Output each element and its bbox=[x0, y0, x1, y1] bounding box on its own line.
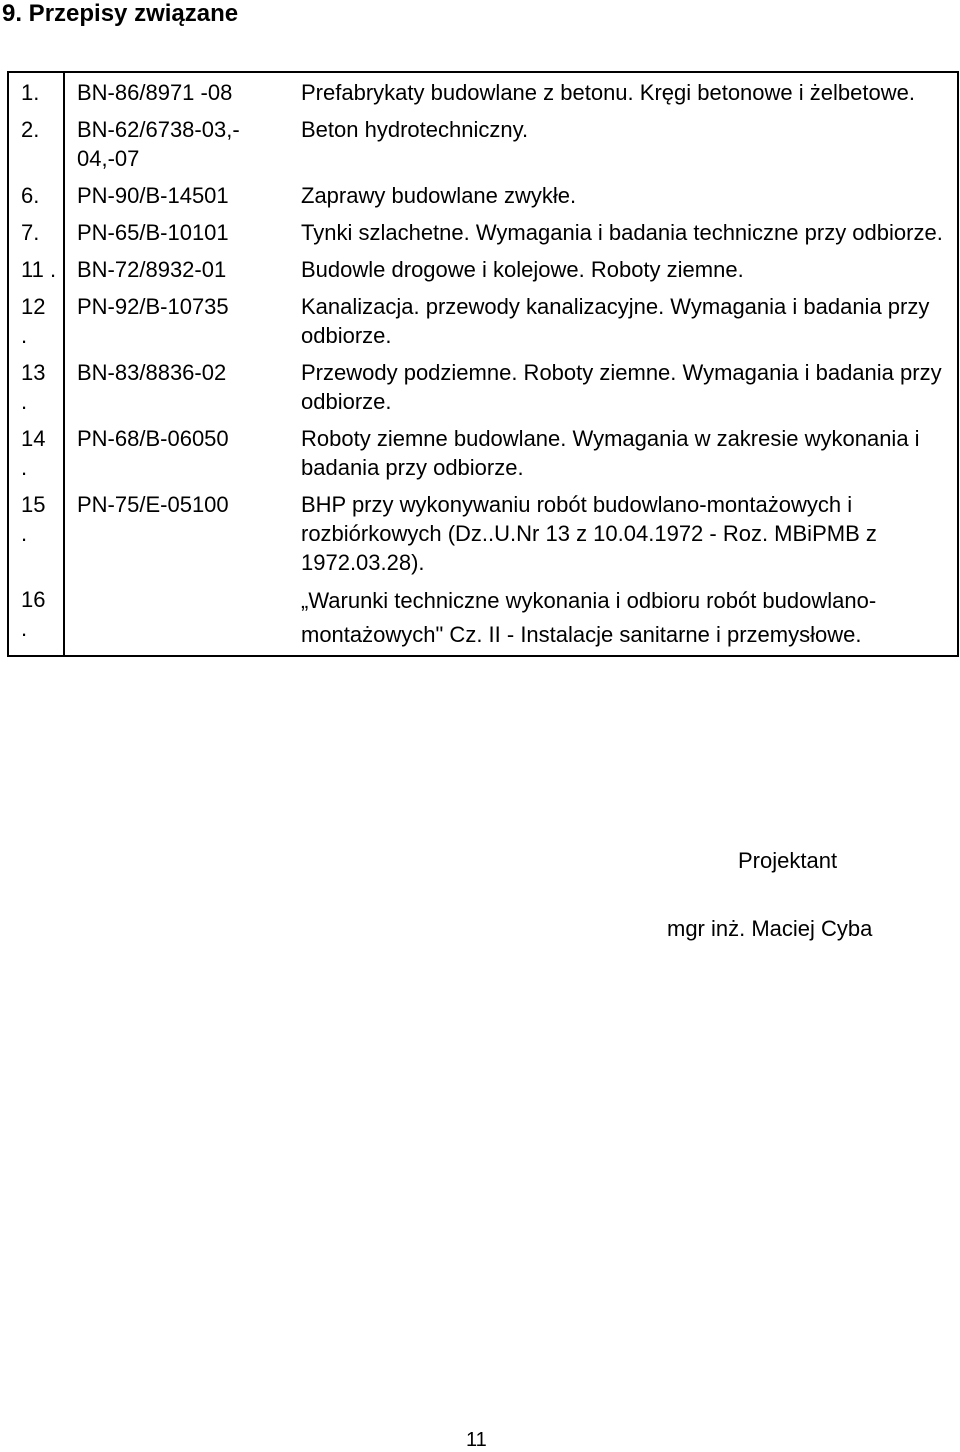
ref-number: 6. bbox=[8, 176, 64, 213]
references-table bbox=[7, 71, 959, 657]
page-number: 11 bbox=[466, 1429, 487, 1451]
ref-number: 12 . bbox=[8, 287, 64, 353]
table-row bbox=[8, 250, 958, 287]
ref-description: Beton hydrotechniczny. bbox=[301, 117, 529, 142]
table-row bbox=[8, 176, 958, 213]
signature-title: Projektant bbox=[738, 848, 838, 873]
ref-code: PN-68/B-06050 bbox=[77, 426, 229, 451]
ref-code: BN-83/8836-02 bbox=[77, 360, 227, 385]
ref-code: BN-86/8971 -08 bbox=[77, 80, 233, 105]
ref-code: PN-92/B-10735 bbox=[77, 294, 229, 319]
ref-number: 14 . bbox=[8, 419, 64, 485]
ref-number: 16 . bbox=[8, 580, 64, 656]
ref-description: Roboty ziemne budowlane. Wymagania w zakresie wykonania i badania przy odbiorze. bbox=[301, 426, 920, 480]
ref-code: PN-65/B-10101 bbox=[77, 220, 229, 245]
ref-description: Tynki szlachetne. Wymagania i badania techniczne przy odbiorze. bbox=[301, 220, 943, 245]
ref-number: 15 . bbox=[8, 485, 64, 580]
ref-description: „Warunki techniczne wykonania i odbioru robót budowlano-montażowych" Cz. II - Instalacje sanitarne i przemysłowe. bbox=[301, 588, 877, 647]
table-row bbox=[8, 419, 958, 485]
ref-number: 7. bbox=[8, 213, 64, 250]
ref-code: PN-90/B-14501 bbox=[77, 183, 229, 208]
ref-description: Zaprawy budowlane zwykłe. bbox=[301, 183, 577, 208]
table-row bbox=[8, 213, 958, 250]
table-row bbox=[8, 110, 958, 176]
ref-number: 2. bbox=[8, 110, 64, 176]
ref-description: Przewody podziemne. Roboty ziemne. Wymagania i badania przy odbiorze. bbox=[301, 360, 942, 414]
ref-number: 11 . bbox=[8, 250, 64, 287]
ref-code bbox=[64, 580, 289, 656]
table-row bbox=[8, 580, 958, 656]
ref-code: PN-75/E-05100 bbox=[77, 492, 229, 517]
table-row bbox=[8, 287, 958, 353]
ref-number: 13 . bbox=[8, 353, 64, 419]
section-heading: 9. Przepisy związane bbox=[2, 0, 239, 27]
table-row bbox=[8, 353, 958, 419]
table-row bbox=[8, 72, 958, 110]
ref-number: 1. bbox=[8, 72, 64, 110]
ref-description: Prefabrykaty budowlane z betonu. Kręgi betonowe i żelbetowe. bbox=[301, 80, 915, 105]
ref-description: Budowle drogowe i kolejowe. Roboty ziemne. bbox=[301, 257, 744, 282]
ref-code: BN-72/8932-01 bbox=[77, 257, 227, 282]
table-row bbox=[8, 485, 958, 580]
ref-description: Kanalizacja. przewody kanalizacyjne. Wymagania i badania przy odbiorze. bbox=[301, 294, 930, 348]
ref-code: BN-62/6738-03,- 04,-07 bbox=[77, 117, 240, 171]
ref-description: BHP przy wykonywaniu robót budowlano-montażowych i rozbiórkowych (Dz..U.Nr 13 z 10.04.1972 - Roz. MBiPMB z 1972.03.28). bbox=[301, 492, 877, 575]
signature-name: mgr inż. Maciej Cyba bbox=[667, 916, 873, 941]
